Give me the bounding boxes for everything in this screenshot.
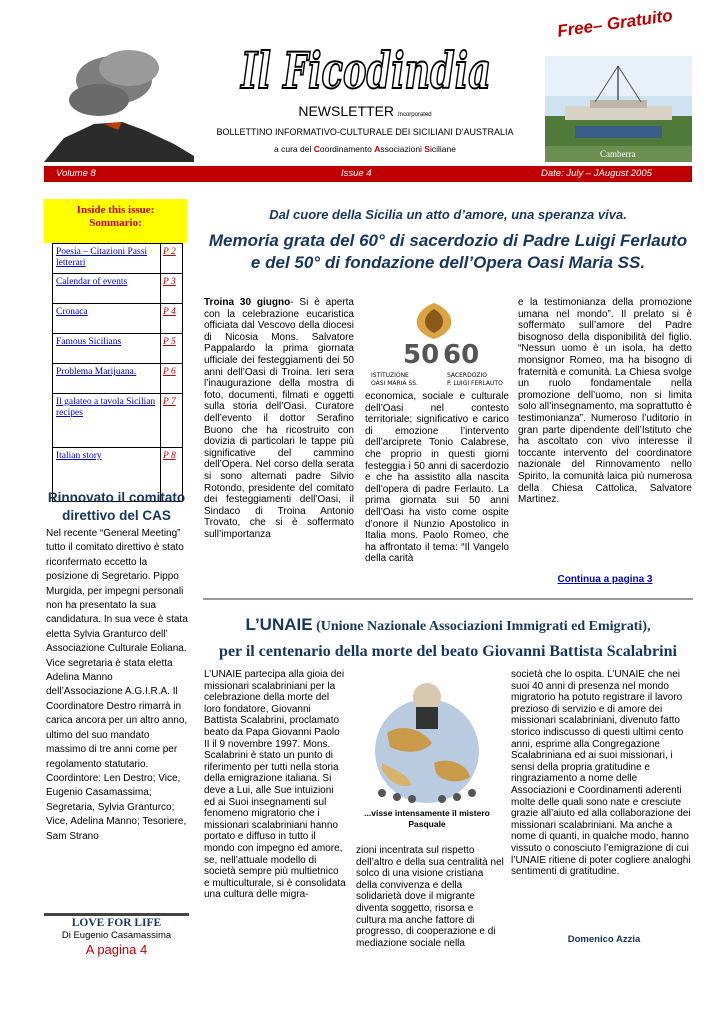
- svg-text:50: 50: [403, 340, 440, 370]
- scalabrini-globe-image: [352, 673, 502, 807]
- free-badge: Free– Gratuito: [556, 5, 674, 41]
- toc-item[interactable]: Calendar of events P 3: [53, 274, 182, 304]
- publisher-line: a cura del Coordinamento Associazioni Siciliane: [274, 144, 456, 154]
- volume-label: Volume 8: [56, 168, 96, 179]
- sidebar-article-body: Nel recente “General Meeting” tutto il comitato direttivo è stato riconfermato eccetto la posizione di Segretario. Pippo Murgida, per impegni personali non ha presentato la sua candidatura. In sua vece è stata eletta Sylvia Granturco dell’ Associazione Culturale Eoliana. Vice segretaria è stata eletta Adelina Manno dell’Associazione A.G.I.R.A. Il Coordinatore Destro rimarrà in carica ancora per un altro anno, ultimo del suo mandato massimo di tre anni come per regolamento statutario. Coordintore: Len Destro; Vice, Eugenio Casamassima; Segretaria, Sylvia Granturco; Vice, Adelina Manno; Tesoriere, Sam Strano: [46, 528, 188, 842]
- newsletter-label: NEWSLETTER Incorporated: [298, 103, 432, 119]
- article2-signature: Domenico Azzia: [567, 934, 641, 945]
- love-page-link[interactable]: A pagina 4: [85, 942, 148, 957]
- svg-text:60: 60: [443, 340, 480, 370]
- svg-text:OASI MARIA SS.: OASI MARIA SS.: [371, 380, 418, 387]
- toc-item[interactable]: Famous Sicilians P 5: [53, 334, 182, 364]
- love-heading: LOVE FOR LIFE: [71, 917, 162, 929]
- article2-headline: L’UNAIE (Unione Nazionale Associazioni Immigrati ed Emigrati), per il centenario della morte del beato Giovanni Battista Scalabrini: [219, 615, 677, 660]
- section-divider: [203, 598, 693, 600]
- sidebar-article-heading: Rinnovato il comitato direttivo del CAS: [47, 490, 186, 523]
- article2-col1: L’UNAIE partecipa alla gioia dei missionari scalabriniani per la celebrazione della morte del loro fondatore, Giovanni Battista Scalabrini, proclamato beato da Papa Giovanni Paolo II il 9 novembre 1997. Mons. Scalabrini è stato un punto di riferimento per tutti nella storia della emigrazione italiana. Si deve a Lui, alle Sue intuizioni ed ai Suoi insegnamenti sul fenomeno migratorio che i missionari scalabriniani hanno portato e diffuso in tutto il mondo con impegno ed amore, se, nell’attuale modello di società sempre più multietnico e multiculturale, si è consolidata una cultura delle migra-: [204, 669, 346, 901]
- masthead-title: Il Ficodindia: [239, 41, 491, 100]
- toc-item[interactable]: Cronaca P 4: [53, 304, 182, 334]
- article2-col3: società che lo ospita. L’UNAIE che nei suoi 40 anni di presenza nel mondo migratorio ha potuto registrare il lavoro prezioso di servizio e di amore dei missionari scalabriniani, divenuto fatto storico indiscusso di questi ultimi cento anni, esprime alla Congregazione Scalabriniana ed ai suoi missionari, i sensi della propria gratitudine e ringraziamento a nome delle Associazioni e Coordinamenti aderenti molte delle quali sono nate e cresciute grazie all’aiuto ed alla collaborazione dei missionari scalabriniani. Ma anche a nome di quanti, in qualche modo, hanno vissuto o conosciuto l’emigrazione di cui l’UNAIE ritiene di poter cogliere analoghi sentimenti di gratitudine.: [511, 669, 691, 878]
- table-of-contents: [52, 243, 183, 502]
- article1-kicker: Dal cuore della Sicilia un atto d’amore, una speranza viva.: [269, 207, 627, 222]
- svg-text:ISTITUZIONE: ISTITUZIONE: [371, 372, 409, 379]
- svg-text:P. LUIGI FERLAUTO: P. LUIGI FERLAUTO: [447, 380, 503, 387]
- photo-caption: Camberra: [600, 149, 636, 159]
- continua-link[interactable]: Continua a pagina 3: [557, 574, 653, 585]
- love-author: Di Eugenio Casamassima: [61, 930, 172, 941]
- issue-bar: [44, 166, 692, 182]
- toc-item[interactable]: Problema Marijuana. P 6: [53, 364, 182, 394]
- article1-col3: e la testimonianza della promozione umana nel mondo”. Il prelato si è soffermato sull’amore del Padre bisognoso della disponibilità del figlio. “Nessun uomo è un isola, ha detto monsignor Romeo, ma ha bisogno di fraternità e comunità. La Chiesa svolge un ruolo fondamentale nella promozione dell’uomo, non si limita solo all’insegnamento, ma soprattutto è testimonianza”. Numeroso l’uditorio in gran parte dipendente dell’Istituto che ha ascoltato con vivo interesse il toccante intervento del coordinatore nazionale del Rinnovamento nello Spirito, la comunità laica più numerosa della Chiesa Cattolica, Salvatore Martinez.: [518, 297, 692, 506]
- toc-item[interactable]: Poesia – Citazioni Passi letterari P 2: [53, 244, 182, 274]
- article1-col2: economica, sociale e culturale dell’Oasi nel contesto territoriale; significativo e carico di emozione l’intervento dell’arciprete Tonio Calabrese, che proprio in questi giorni festeggia i 50 anni di sacerdozio e che ha assistito alla nascita dell’opera di padre Ferlauto. La prima giornata sui 50 anni dell’Oasi ha visto come ospite d’onore il Nunzio Apostolico in Italia mons. Paolo Romeo, che ha affrontato il tema: “Il Vangelo della carità: [365, 391, 509, 565]
- article1-col1: Troina 30 giugno- Si è aperta con la celebrazione eucaristica officiata dal Vescovo della diocesi di Nicosia Mons. Salvatore Pappalardo la prima giornata ufficiale dei festeggiamenti dei 50 anni dell’Oasi di Troina. Ieri sera l’inaugurazione della mostra di foto, documenti, filmati e oggetti sulla storia dell’Oasi. Curatore dell’evento il dottor Serafino Buono che ha ricostruito con dovizia di particolari le tappe più significative del cammino dell’Opera. Nel corso della serata si sono alternati padre Silvio Rotondo, presidente del comitato dei festeggiamenti dell’Oasi, il Sindaco di Troina Antonio Trovato, che si è soffermato sull’importanza: [204, 297, 354, 540]
- anniversary-logo: [363, 297, 505, 391]
- article2-col2: zioni incentrata sul rispetto dell’altro e della sua centralità nel solco di una visione cristiana della convivenza e della solidarietà dove il migrante diventa soggetto, risorsa e cultura ma anche fattore di progresso, di cooperazione e di mediazione sociale nella: [356, 845, 504, 949]
- issue-label: Issue 4: [341, 168, 372, 179]
- globe-caption: ...visse intensamente il mistero Pasquale: [364, 808, 490, 829]
- toc-heading: Inside this issue: Sommario:: [44, 199, 187, 243]
- toc-item[interactable]: Italian story P 8: [53, 448, 182, 502]
- toc-item[interactable]: Il galateo a tavola Sicilian recipes P 7: [53, 394, 182, 448]
- parliament-photo: [545, 56, 692, 162]
- volcano-photo: [44, 40, 194, 162]
- bollettino-subtitle: BOLLETTINO INFORMATIVO-CULTURALE DEI SICILIANI D'AUSTRALIA: [216, 127, 514, 137]
- masthead-title-logo: [236, 36, 496, 102]
- article1-headline: Memoria grata del 60° di sacerdozio di Padre Luigi Ferlauto e del 50° di fondazione dell’Opera Oasi Maria SS.: [208, 231, 688, 272]
- date-label: Date: July – JAugust 2005: [541, 168, 652, 179]
- love-for-life-teaser: [44, 913, 189, 957]
- svg-text:SACERDOZIO: SACERDOZIO: [447, 372, 488, 379]
